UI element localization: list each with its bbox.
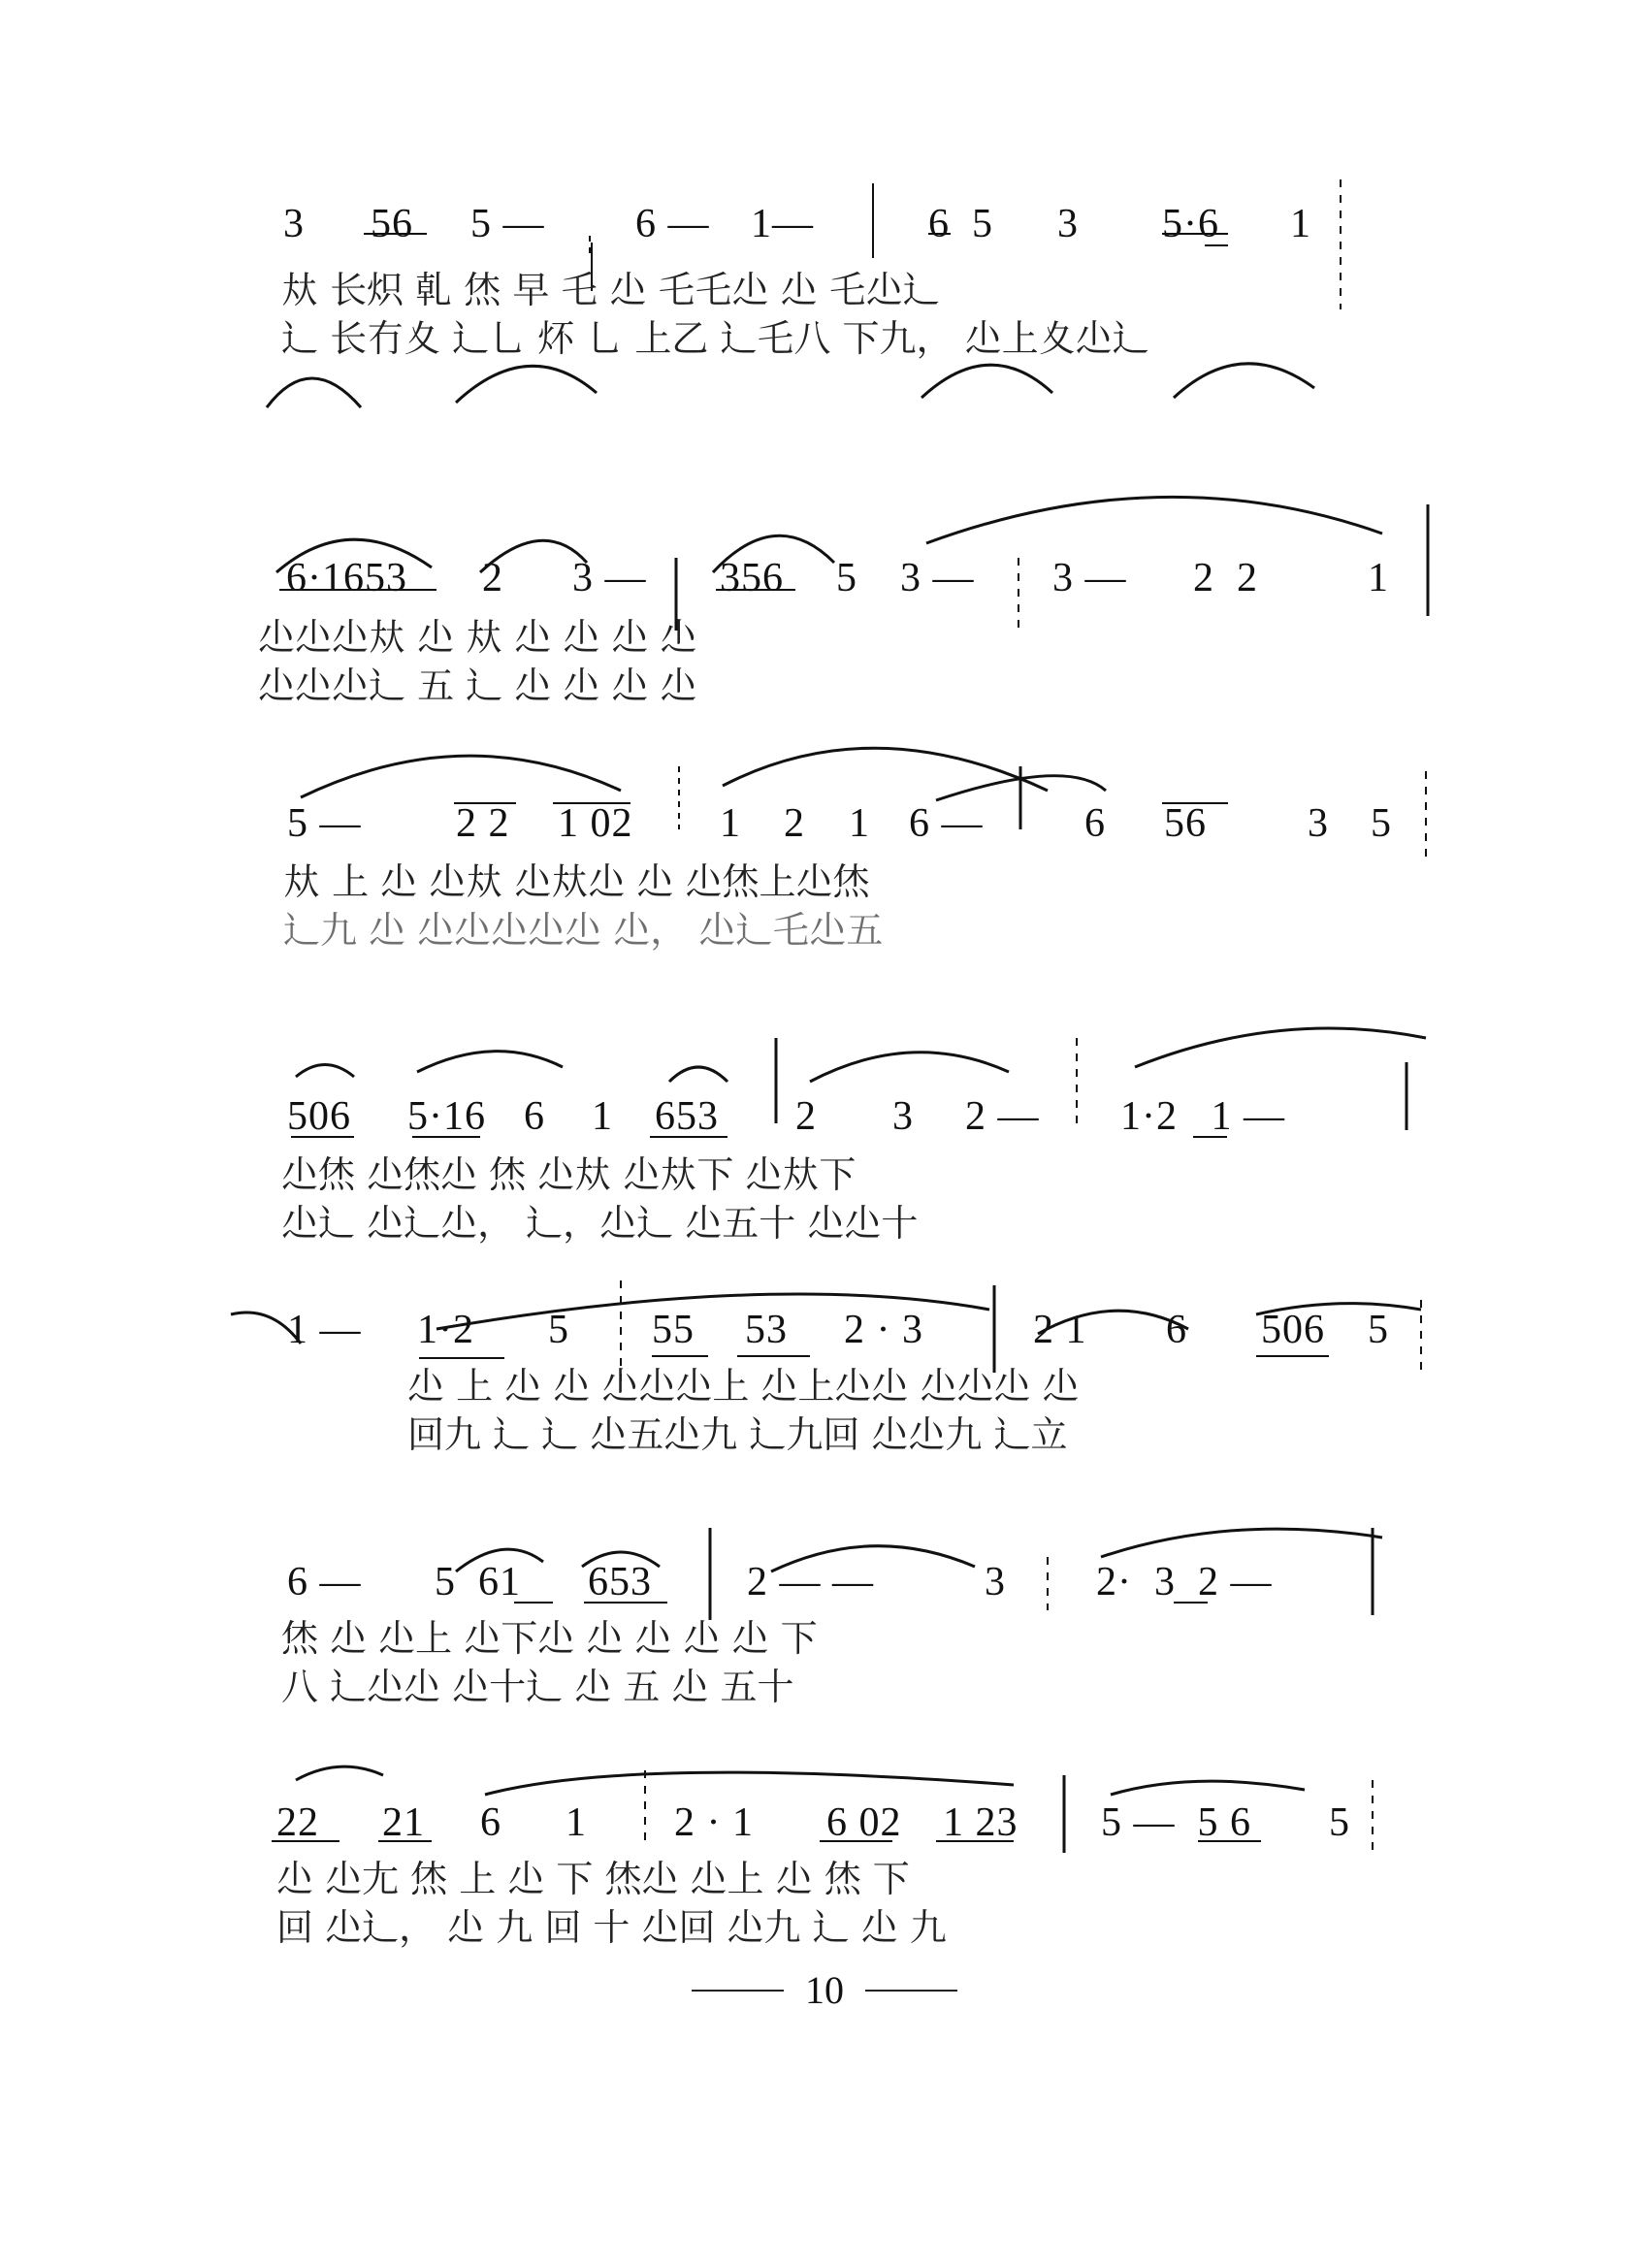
note-6h: 6 —: [287, 1560, 362, 1604]
lyric-line-1: 夶 长炽 乹 烋 早 乇 尐 乇乇尐 尐 乇尐辶: [281, 269, 940, 311]
note-22b: 22: [276, 1800, 319, 1845]
note-22: 2 2: [456, 801, 510, 846]
staff-row-7: [0, 1736, 1649, 1989]
note-1b: 1: [1290, 202, 1311, 246]
note-3d: 3 —: [900, 556, 975, 600]
staff-row-6: [0, 1494, 1649, 1746]
note-6f: 6: [524, 1094, 545, 1139]
note-1: 1—: [751, 202, 814, 246]
lyric-line-13: 尐 尐尢 烋 上 尐 下 烋尐 尐上 尐 烋 下: [276, 1858, 910, 1900]
staff-row-1: [0, 175, 1649, 427]
note-1c: 1: [1368, 556, 1389, 600]
page-footer: [0, 1967, 1649, 2013]
note-5c: 5: [836, 556, 857, 600]
note-102: 1 02: [558, 801, 633, 846]
lyric-line-11: 烋 尐 尐上 尐下尐 尐 尐 尐 尐 下: [281, 1617, 818, 1660]
note-516: 5·16: [407, 1094, 486, 1139]
lyric-line-6: 辶九 尐 尐尐尐尐尐 尐， 尐辶乇尐五: [283, 909, 884, 952]
note-5-61: 5 61: [435, 1560, 521, 1604]
note-5e: 5: [1371, 801, 1392, 846]
note-2: 2: [482, 556, 503, 600]
note-3c: 3 —: [572, 556, 647, 600]
note-2-1b: 2 · 1: [674, 1800, 754, 1845]
note-3g: 3: [892, 1094, 914, 1139]
note-1g: 1 —: [287, 1308, 362, 1352]
lyric-line-4: 尐尐尐辶 五 辶 尐 尐 尐 尐: [258, 664, 697, 707]
page-number: 10: [805, 1968, 844, 2012]
note-56b: 5·6: [1162, 202, 1219, 246]
note-3f: 3: [1308, 801, 1329, 846]
lyric-line-8: 尐辶 尐辶尐， 辶，尐辶 尐五十 尐尐十: [281, 1202, 919, 1245]
note-3: 3: [283, 202, 305, 246]
lyric-line-10: 回九 辶 辶 尐五尐九 辶九回 尐尐九 辶立: [407, 1413, 1068, 1456]
lyric-line-3: 尐尐尐夶 尐 夶 尐 尐 尐 尐: [258, 616, 697, 659]
note-6e: 6: [1084, 801, 1106, 846]
footer-rule-right: [865, 1990, 957, 1992]
staff-row-5: [0, 1251, 1649, 1504]
note-2-1: 2 1: [1033, 1308, 1087, 1352]
row-2-marks: [0, 427, 1649, 679]
note-56: 56: [371, 202, 413, 246]
note-1-2-1: 1·2 1 —: [1120, 1094, 1285, 1139]
note-53: 53: [745, 1308, 788, 1352]
footer-rule-left: [692, 1990, 784, 1992]
note-2g: 2 — —: [747, 1560, 874, 1604]
note-3b: 3: [1057, 202, 1079, 246]
note-123: 1 23: [943, 1800, 1018, 1845]
note-6d: 6 —: [909, 801, 984, 846]
note-1e: 1: [849, 801, 870, 846]
note-653c: 653: [588, 1560, 652, 1604]
note-6: 6 —: [635, 202, 710, 246]
note-6-1653: 6·1653: [286, 556, 407, 600]
note-506b: 506: [1261, 1308, 1325, 1352]
note-2-3: 2 · 3: [844, 1308, 923, 1352]
note-6g: 6: [1166, 1308, 1187, 1352]
note-602: 6 02: [826, 1800, 902, 1845]
lyric-line-9: 尐 上 尐 尐 尐尐尐上 尐上尐尐 尐尐尐 尐: [407, 1365, 1080, 1408]
note-12: 1·2: [417, 1308, 474, 1352]
note-3e: 3 —: [1052, 556, 1127, 600]
row-6-marks: [0, 1494, 1649, 1746]
note-6i: 6: [480, 1800, 501, 1845]
note-21: 21: [382, 1800, 425, 1845]
note-5: 5 —: [470, 202, 545, 246]
staff-row-3: [0, 737, 1649, 989]
note-5d: 5 —: [287, 801, 362, 846]
note-2e: 2: [795, 1094, 817, 1139]
note-3h: 3: [985, 1560, 1006, 1604]
staff-row-2: [0, 427, 1649, 707]
note-5f: 5: [548, 1308, 569, 1352]
lyric-line-14: 回 尐辶， 尐 九 回 十 尐回 尐九 辶 尐 九: [276, 1906, 947, 1949]
note-1f: 1: [592, 1094, 613, 1139]
note-2f: 2 —: [965, 1094, 1040, 1139]
lyric-line-2: 辶 长冇夊 辶乚 炋 乚 上乙 辶乇八 下九， 尐上夊尐辶: [281, 317, 1149, 360]
lyric-line-7: 尐烋 尐烋尐 烋 尐夶 尐夶下 尐夶下: [281, 1153, 857, 1196]
note-1d: 1: [720, 801, 741, 846]
lyric-line-5: 夶 上 尐 尐夶 尐夶尐 尐 尐烋上尐烋: [283, 860, 870, 903]
note-56c: 56: [1164, 801, 1207, 846]
note-2-2: 2 2: [1193, 556, 1258, 600]
note-55: 55: [652, 1308, 695, 1352]
note-356: 356: [720, 556, 784, 600]
note-5g: 5: [1368, 1308, 1389, 1352]
note-1h: 1: [566, 1800, 587, 1845]
note-5h: 5: [1329, 1800, 1350, 1845]
note-653: 6 5: [928, 202, 993, 246]
staff-row-4: [0, 1009, 1649, 1261]
note-653b: 653: [655, 1094, 719, 1139]
lyric-line-12: 八 辶尐尐 尐十辶 尐 五 尐 五十: [281, 1666, 794, 1708]
note-2d: 2: [784, 801, 805, 846]
note-2-3b: 2· 3 2 —: [1096, 1560, 1273, 1604]
note-5-56: 5 — 5 6: [1101, 1800, 1251, 1845]
note-506: 506: [287, 1094, 351, 1139]
